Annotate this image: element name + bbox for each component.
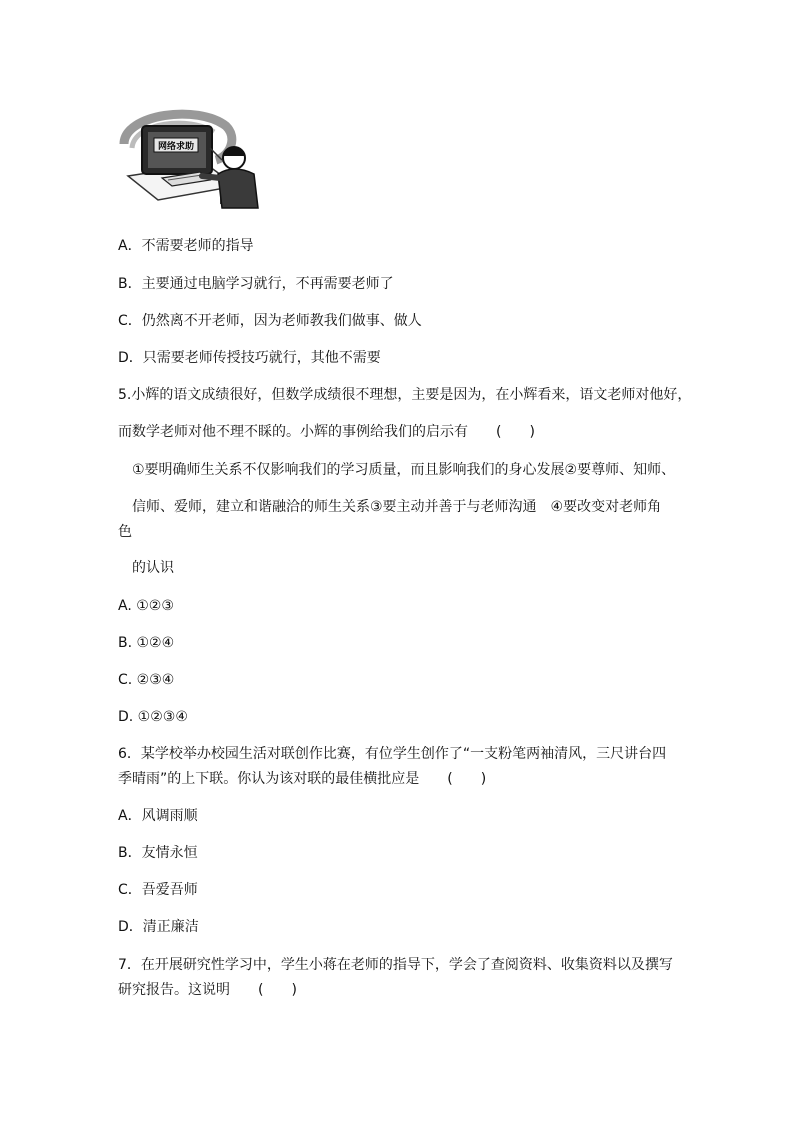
q5-statements-line-4: 的认识: [132, 560, 174, 576]
q4-option-c: C．仍然离不开老师，因为老师教我们做事、做人: [118, 313, 422, 329]
screen-label: 网络求助: [157, 142, 195, 152]
q6-option-c: C．吾爱吾师: [118, 882, 198, 898]
q5-option-c: C. ②③④: [118, 672, 175, 688]
q5-statements-line-3: 色: [118, 524, 132, 540]
q5-statements-line-1: ①要明确师生关系不仅影响我们的学习质量，而且影响我们的身心发展②要尊师、知师、: [132, 462, 676, 478]
q6-option-a: A．风调雨顺: [118, 808, 198, 824]
q4-option-b: B．主要通过电脑学习就行，不再需要老师了: [118, 276, 394, 292]
q5-stem-line-1: 5.小辉的语文成绩很好，但数学成绩很不理想，主要是因为，在小辉看来，语文老师对他好，: [118, 387, 692, 403]
q5-option-d: D. ①②③④: [118, 709, 188, 725]
q5-stem-line-2: 而数学老师对他不理不睬的。小辉的事例给我们的启示有 ( ): [118, 424, 535, 440]
q7-stem-line-1: 7．在开展研究性学习中，学生小蒋在老师的指导下，学会了查阅资料、收集资料以及撰写: [118, 957, 673, 973]
q5-option-b: B. ①②④: [118, 635, 175, 651]
q5-option-a: A. ①②③: [118, 598, 174, 614]
q5-statements-line-2: 信师、爱师，建立和谐融洽的师生关系③要主动并善于与老师沟通 ④要改变对老师角: [132, 499, 662, 515]
q4-option-d: D．只需要老师传授技巧就行，其他不需要: [118, 350, 381, 366]
q6-stem-line-2: 季晴雨”的上下联。你认为该对联的最佳横批应是 ( ): [118, 771, 487, 787]
person-at-computer-illustration: [118, 104, 272, 212]
q6-option-d: D．清正廉洁: [118, 919, 199, 935]
q6-stem-line-1: 6．某学校举办校园生活对联创作比赛，有位学生创作了“一支粉笔两袖清风，三尺讲台四: [118, 746, 667, 762]
q6-option-b: B．友情永恒: [118, 845, 198, 861]
q7-stem-line-2: 研究报告。这说明 ( ): [118, 982, 297, 998]
q4-option-a: A．不需要老师的指导: [118, 238, 254, 254]
